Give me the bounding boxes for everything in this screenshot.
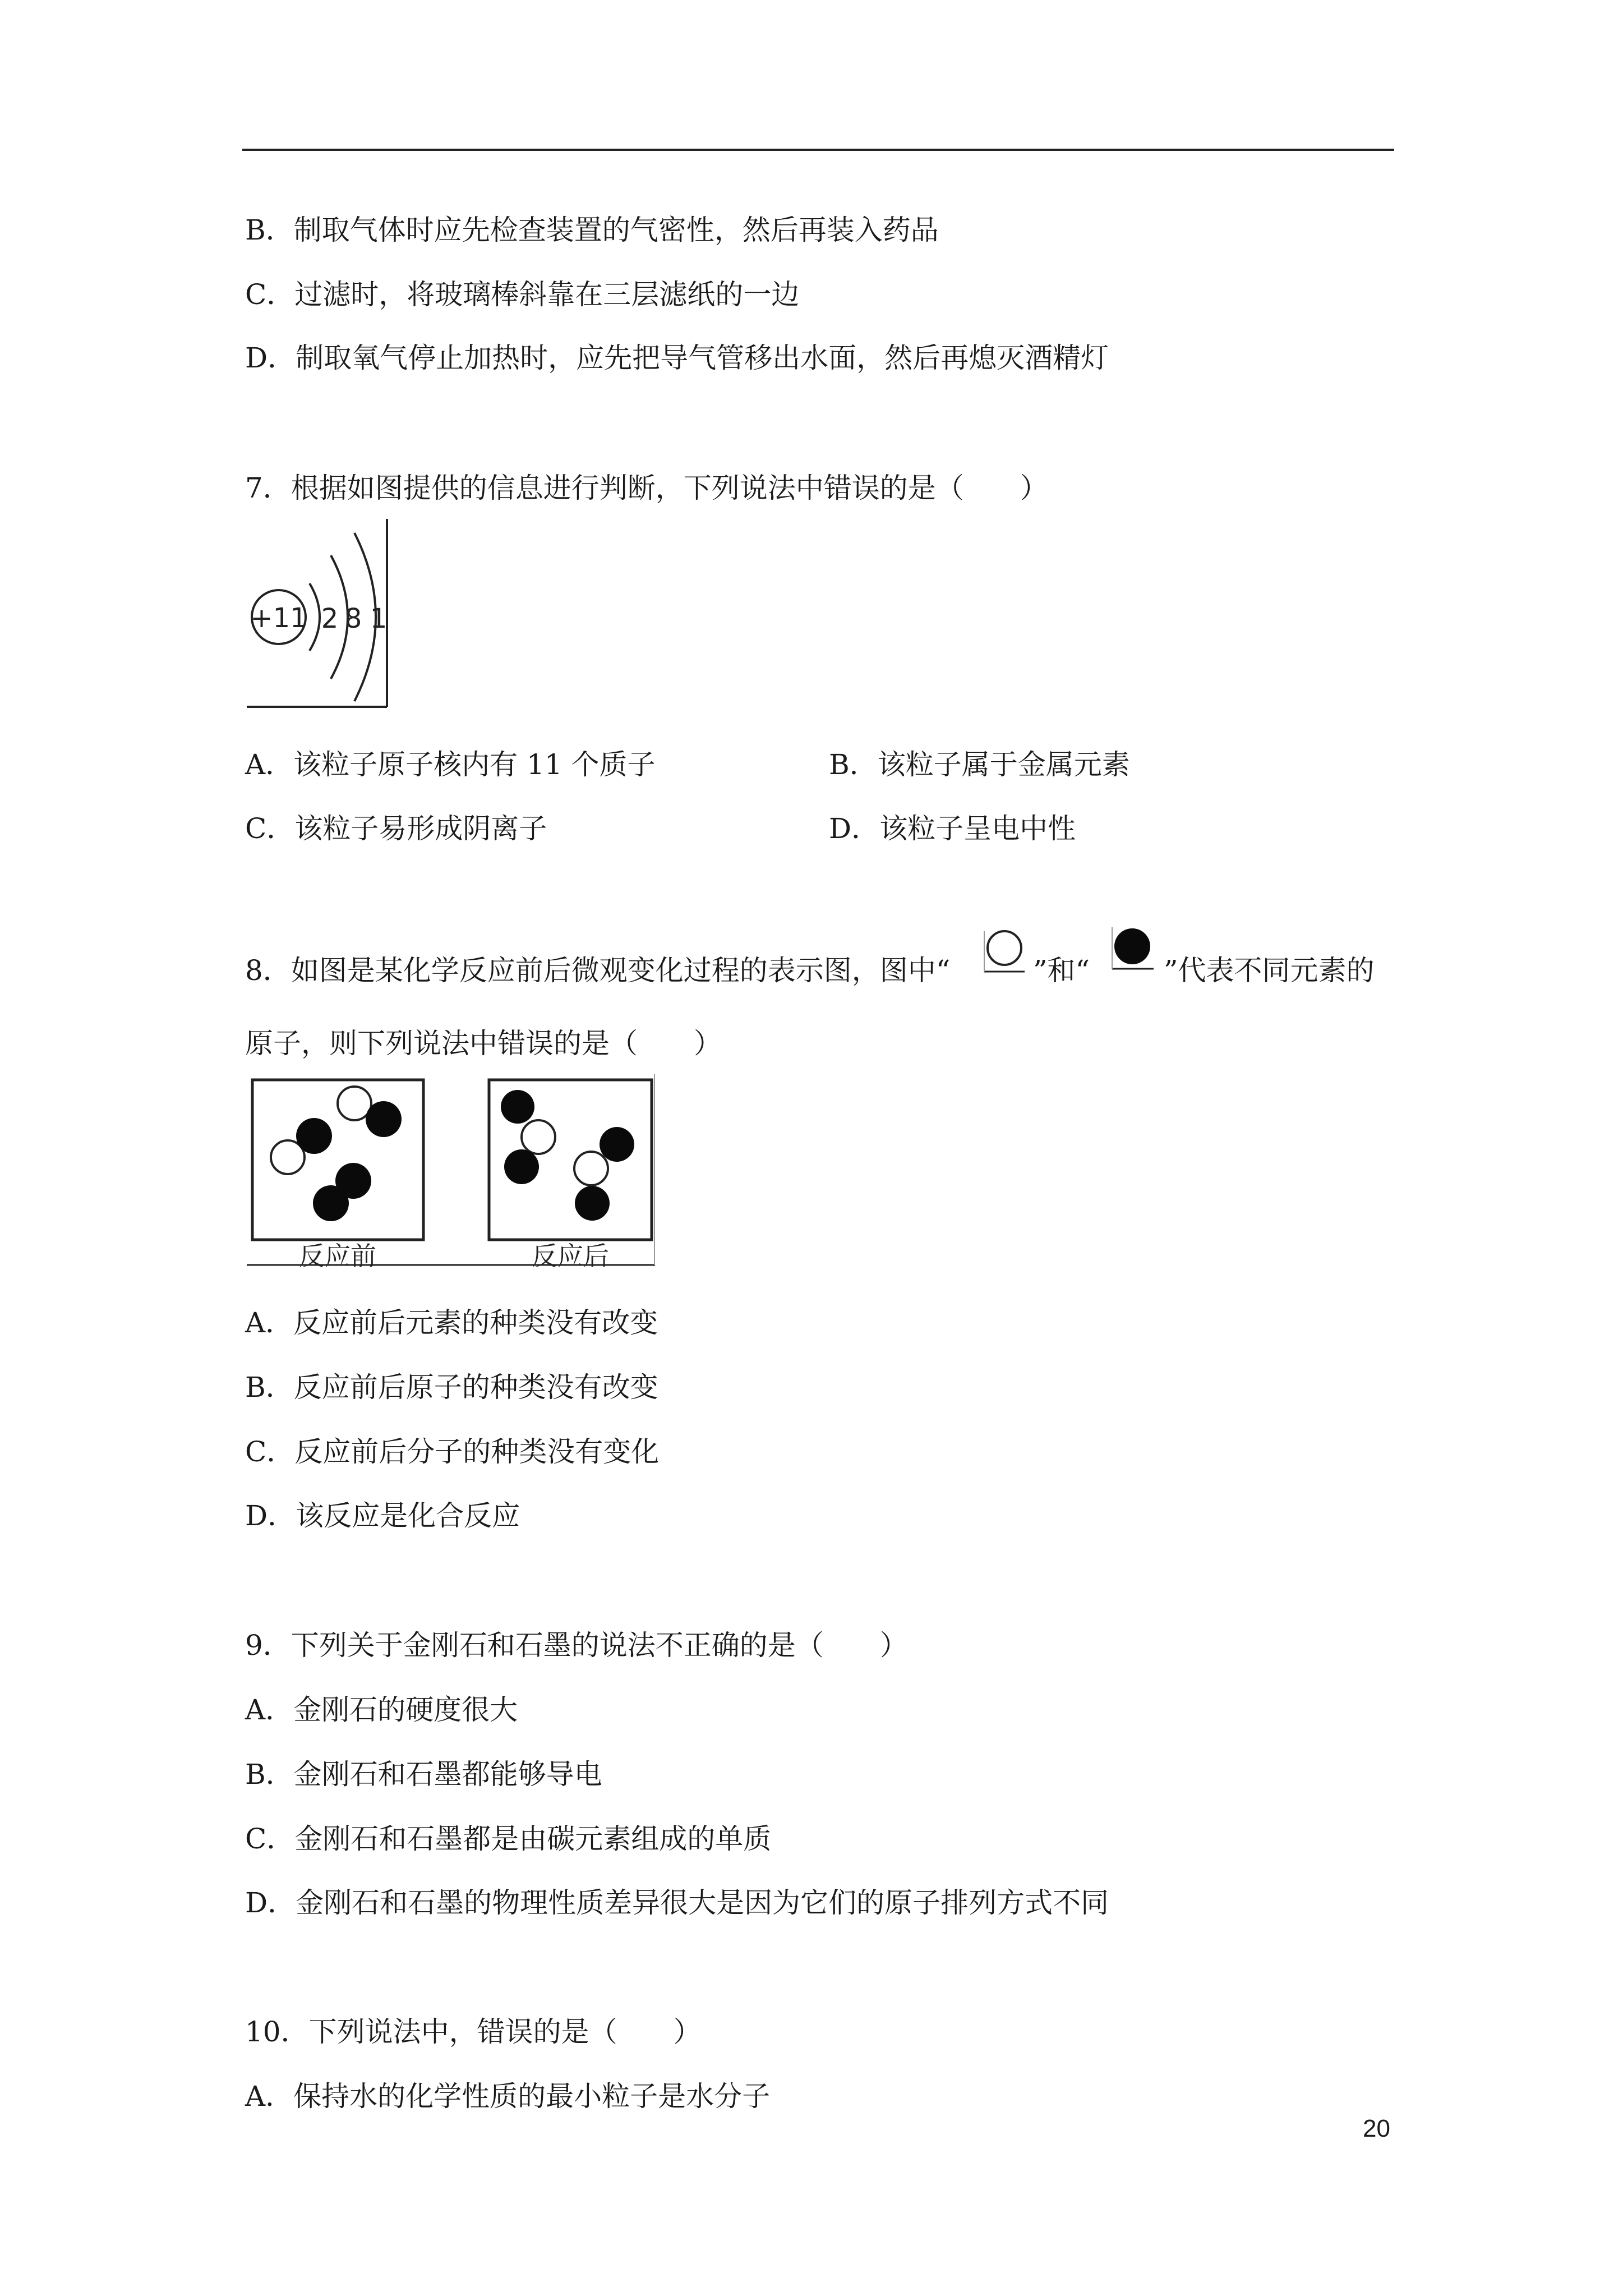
q8-option-a: A．反应前后元素的种类没有改变	[245, 1306, 658, 1339]
electron-shell-1	[310, 583, 320, 651]
q8-option-d: D．该反应是化合反应	[245, 1499, 520, 1532]
q9-option-c: C．金刚石和石墨都是由碳元素组成的单质	[245, 1823, 772, 1855]
before-label: 反应前	[299, 1241, 376, 1271]
q7-option-d: D．该粒子呈电中性	[829, 812, 1076, 845]
page-number: 20	[1363, 2115, 1390, 2142]
white-atom-icon	[979, 926, 1029, 976]
q7-option-a: A．该粒子原子核内有 11 个质子	[245, 748, 656, 781]
q7-option-c: C．该粒子易形成阴离子	[245, 812, 547, 845]
after-atom-black-3	[600, 1127, 634, 1162]
shell-count-2: 8	[344, 603, 362, 634]
after-label: 反应后	[532, 1241, 609, 1271]
q7-option-b: B．该粒子属于金属元素	[829, 748, 1130, 781]
atom-structure-diagram	[247, 519, 393, 710]
q8-stem-line2: 原子，则下列说法中错误的是（ ）	[245, 1027, 722, 1060]
shell-count-1: 2	[321, 603, 339, 634]
q7-stem: 7．根据如图提供的信息进行判断，下列说法中错误的是（ ）	[245, 472, 1048, 504]
q6-option-d: D．制取氧气停止加热时，应先把导气管移出水面，然后再熄灭酒精灯	[245, 342, 1109, 374]
before-atom-black-1	[366, 1101, 402, 1137]
after-atom-black-4	[575, 1186, 610, 1221]
nucleus-label: +11	[250, 602, 307, 634]
black-atom-icon	[1108, 923, 1158, 973]
after-atom-white-2	[574, 1152, 608, 1185]
before-atom-black-2	[296, 1118, 332, 1154]
after-atom-black-2	[504, 1149, 539, 1184]
q10-option-a: A．保持水的化学性质的最小粒子是水分子	[245, 2080, 771, 2113]
q9-stem: 9．下列关于金刚石和石墨的说法不正确的是（ ）	[245, 1629, 908, 1662]
before-atom-black-4	[313, 1185, 349, 1221]
q9-option-a: A．金刚石的硬度很大	[245, 1694, 518, 1726]
after-atom-black-1	[501, 1090, 534, 1124]
q8-stem-part3: ”代表不同元素的	[1164, 954, 1375, 987]
header-rule	[242, 149, 1394, 151]
reaction-diagram	[247, 1074, 656, 1271]
q9-option-d: D．金刚石和石墨的物理性质差异很大是因为它们的原子排列方式不同	[245, 1887, 1109, 1919]
q8-stem-part2: ”和“	[1033, 954, 1090, 987]
q8-stem-part1: 8．如图是某化学反应前后微观变化过程的表示图，图中“	[245, 954, 951, 987]
q6-option-c: C．过滤时，将玻璃棒斜靠在三层滤纸的一边	[245, 278, 800, 311]
q6-option-b: B．制取气体时应先检查装置的气密性，然后再装入药品	[245, 214, 939, 246]
shell-count-3: 1	[370, 603, 388, 634]
q10-stem: 10．下列说法中，错误的是（ ）	[245, 2016, 702, 2048]
q9-option-b: B．金刚石和石墨都能够导电	[245, 1758, 602, 1791]
q8-option-b: B．反应前后原子的种类没有改变	[245, 1371, 658, 1404]
after-atom-white-1	[522, 1120, 555, 1154]
q8-option-c: C．反应前后分子的种类没有变化	[245, 1435, 660, 1468]
